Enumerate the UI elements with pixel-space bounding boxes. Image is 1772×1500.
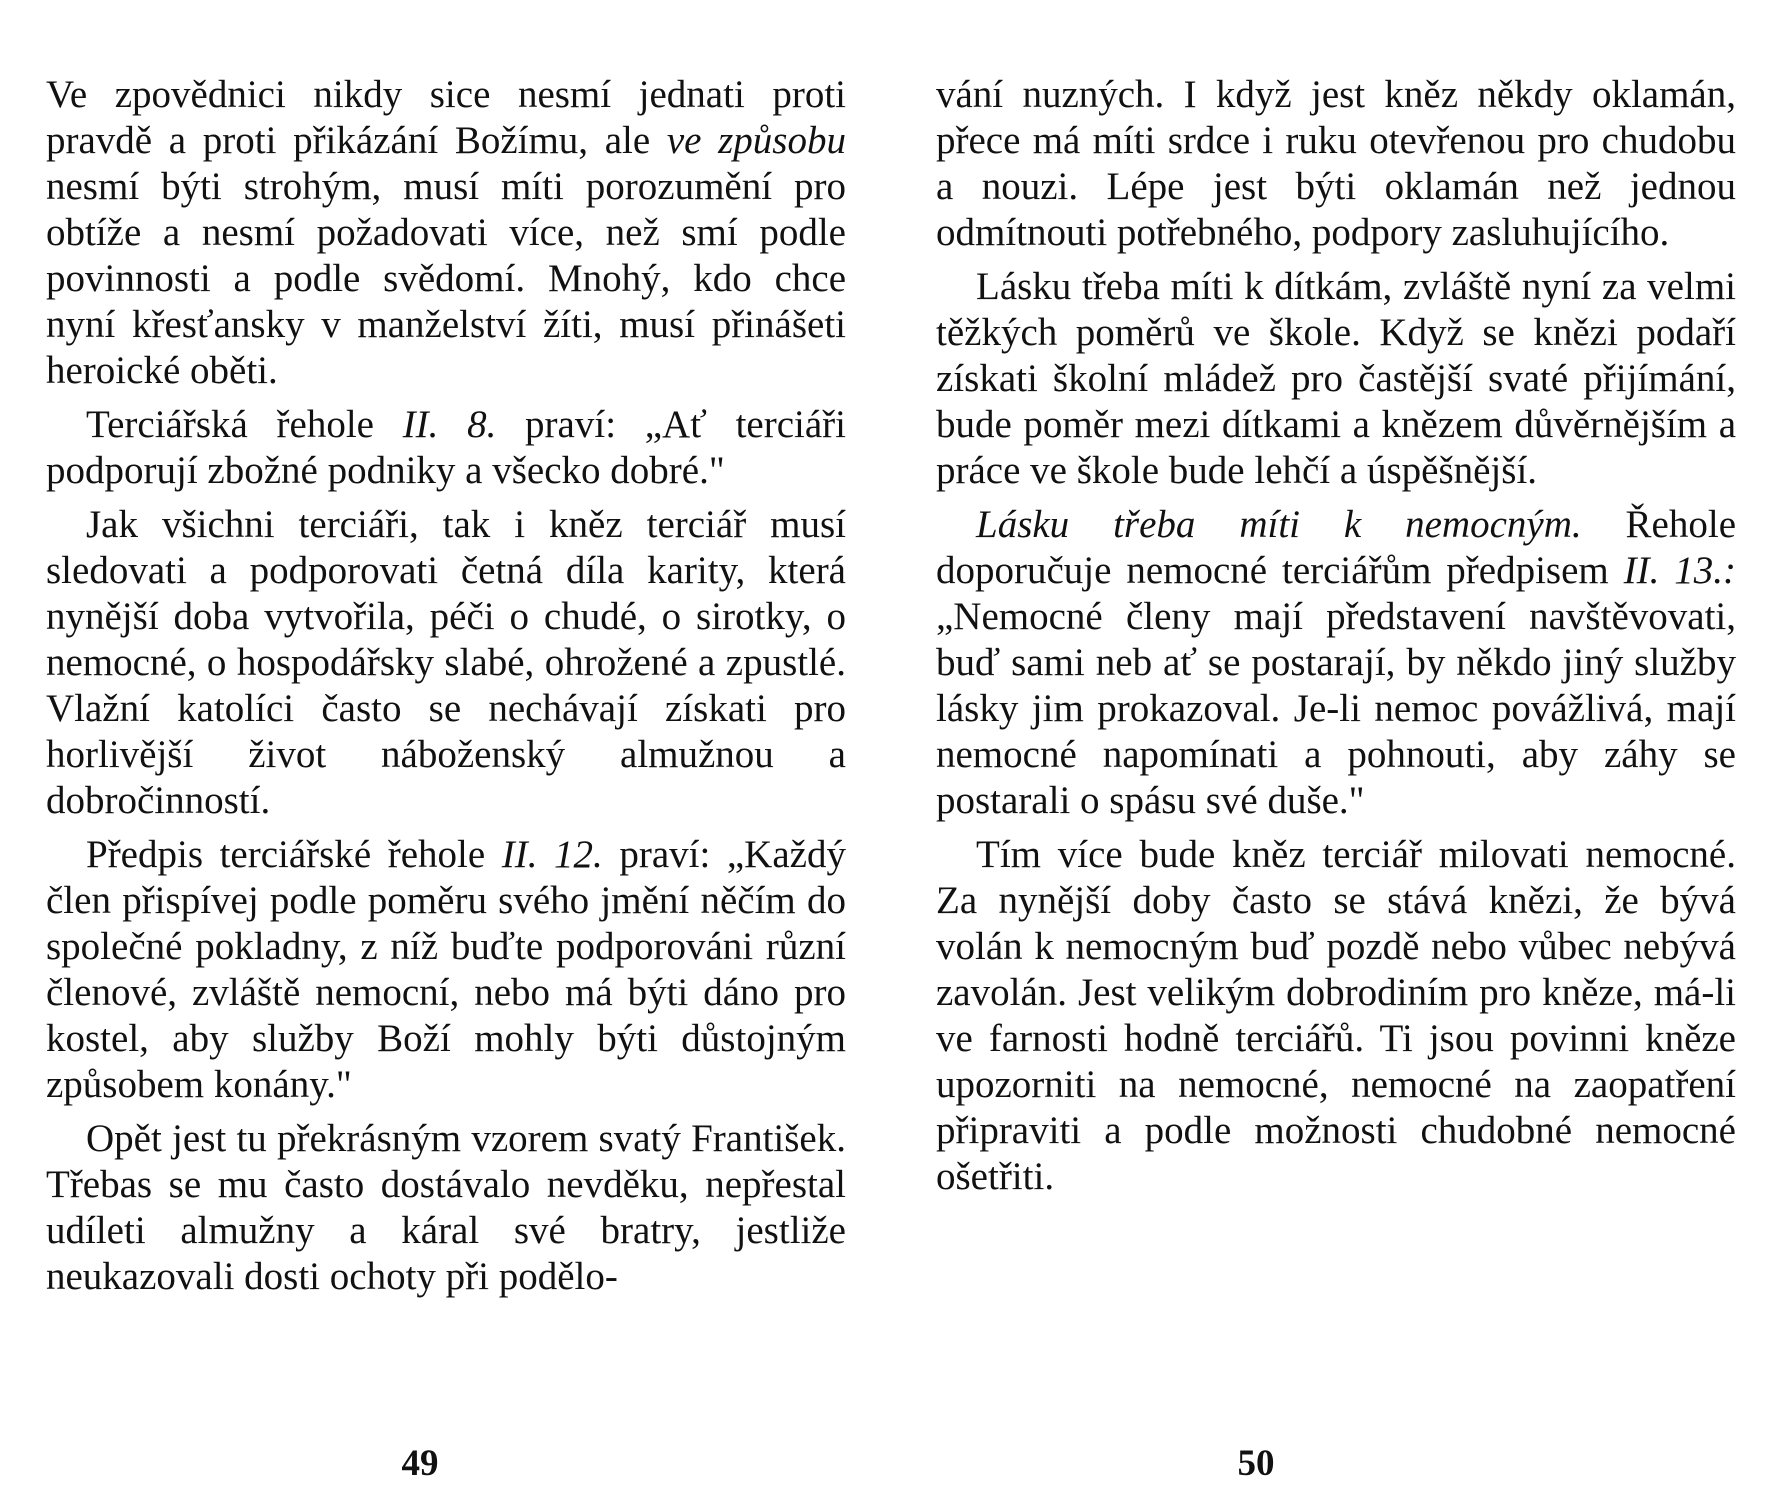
right-page-text: [936, 72, 1736, 1200]
left-page: [46, 72, 846, 1484]
right-page: [936, 72, 1736, 1484]
paragraph: Lásku třeba míti k dítkám, zvláště nyní za velmi těžkých poměrů ve škole. Když se knězi podaří získati školní mládež pro častější svaté přijímání, bude poměr mezi dítkami a knězem důvěrnějším a práce ve škole bude lehčí a úspěšnější.: [936, 265, 1736, 492]
left-page-text: [46, 72, 846, 1300]
paragraph: Terciářská řehole II. 8. praví: „Ať terciáři podporují zbožné podniky a všecko dobré.": [46, 403, 846, 492]
paragraph: vání nuzných. I když jest kněz někdy oklamán, přece má míti srdce i ruku otevřenou pro chudobu a nouzi. Lépe jest býti oklamán než jednou odmítnouti potřebného, podpory zasluhujícího.: [936, 73, 1736, 254]
paragraph: Opět jest tu překrásným vzorem svatý František. Třebas se mu často dostávalo nevděku, nepřestal udíleti almužny a káral své bratry, jestliže neukazovali dosti ochoty při podělo-: [46, 1117, 846, 1298]
page-number: 50: [1237, 1443, 1275, 1484]
paragraph: Lásku třeba míti k nemocným. Řehole doporučuje nemocné terciářům předpisem II. 13.: „Nemocné členy mají představení navštěvovati, buď sami neb ať se postarají, by někdo jiný služby lásky jim prokazoval. Je-li nemoc povážlivá, mají nemocné napomínati a pohnouti, aby záhy se postarali o spásu své duše.": [936, 503, 1736, 822]
paragraph: Tím více bude kněz terciář milovati nemocné. Za nynější doby často se stává knězi, že bývá volán k nemocným buď pozdě nebo vůbec nebývá zavolán. Jest velikým dobrodiním pro kněze, má-li ve farnosti hodně terciářů. Ti jsou povinni kněze upozorniti na nemocné, nemocné na zaopatření připraviti a podle možnosti chudobné nemocné ošetřiti.: [936, 833, 1736, 1198]
paragraph: Ve zpovědnici nikdy sice nesmí jednati proti pravdě a proti přikázání Božímu, ale ve způsobu nesmí býti strohým, musí míti porozumění pro obtíže a nesmí požadovati více, než smí podle povinnosti a podle svědomí. Mnohý, kdo chce nyní křesťansky v manželství žíti, musí přinášeti heroické oběti.: [46, 73, 846, 392]
page-number: 49: [401, 1443, 439, 1484]
paragraph: Jak všichni terciáři, tak i kněz terciář musí sledovati a podporovati četná díla karity, která nynější doba vytvořila, péči o chudé, o sirotky, o nemocné, o hospodářsky slabé, ohrožené a zpustlé. Vlažní katolíci často se nechávají získati pro horlivější život náboženský almužnou a dobročinností.: [46, 503, 846, 822]
paragraph: Předpis terciářské řehole II. 12. praví: „Každý člen přispívej podle poměru svého jmění něčím do společné pokladny, z níž buďte podporováni různí členové, zvláště nemocní, nebo má býti dáno pro kostel, aby služby Boží mohly býti důstojným způsobem konány.": [46, 833, 846, 1106]
